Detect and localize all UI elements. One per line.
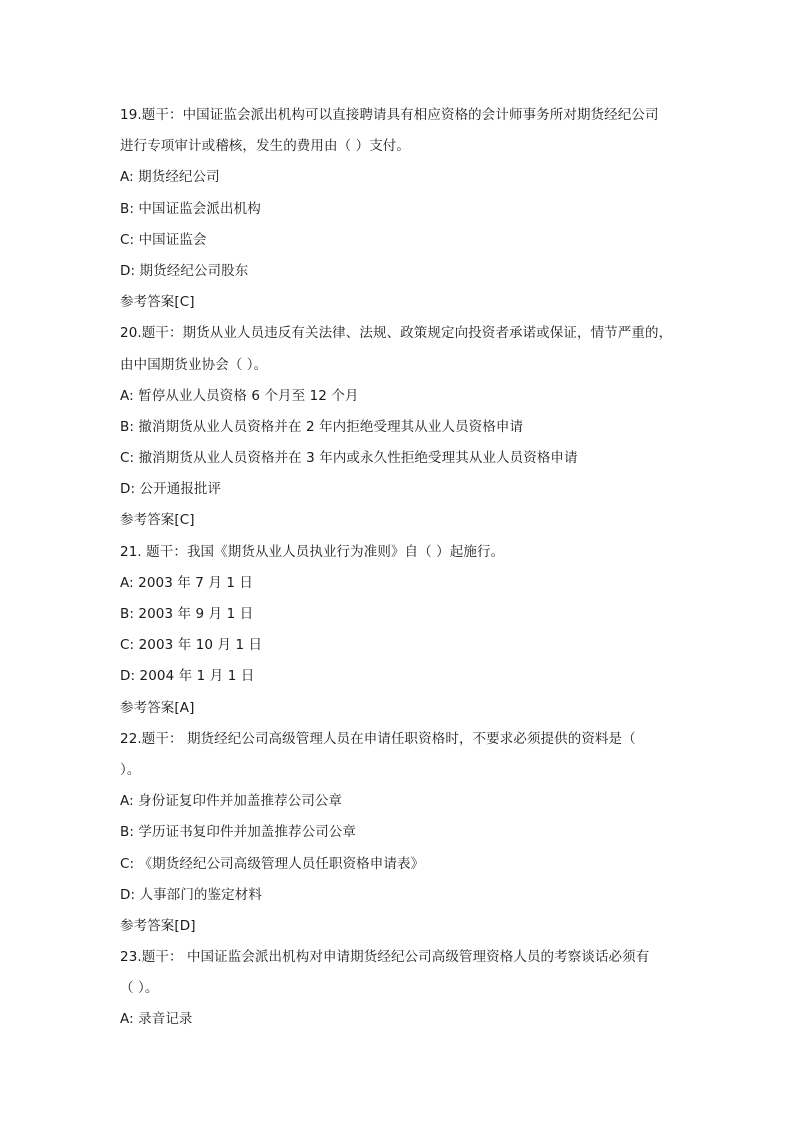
- question-stem: 由中国期货业协会（ ）。: [120, 356, 268, 373]
- question-stem: 19.题干：中国证监会派出机构可以直接聘请具有相应资格的会计师事务所对期货经纪公司: [120, 107, 659, 123]
- option-b: B: 学历证书复印件并加盖推荐公司公章: [120, 824, 357, 841]
- option-c: C: 中国证监会: [120, 231, 207, 248]
- question-stem: 22.题干： 期货经纪公司高级管理人员在申请任职资格时，不要求必须提供的资料是（: [120, 730, 636, 747]
- question-20: [120, 318, 690, 536]
- option-b: B: 撤消期货从业人员资格并在 2 年内拒绝受理其从业人员资格申请: [120, 418, 524, 435]
- option-d: D: 人事部门的鉴定材料: [120, 886, 262, 903]
- question-22: [120, 724, 690, 942]
- question-stem: 21. 题干：我国《期货从业人员执业行为准则》自（ ）起施行。: [120, 543, 505, 560]
- option-c: C: 《期货经纪公司高级管理人员任职资格申请表》: [120, 855, 425, 872]
- option-a: A: 身份证复印件并加盖推荐公司公章: [120, 793, 343, 810]
- question-19: [120, 100, 690, 318]
- option-d: D: 期货经纪公司股东: [120, 262, 249, 279]
- question-stem: 进行专项审计或稽核，发生的费用由（ ）支付。: [120, 138, 410, 155]
- reference-answer: 参考答案[C]: [120, 294, 195, 311]
- reference-answer: 参考答案[D]: [120, 917, 196, 934]
- question-list: [120, 100, 690, 1036]
- question-stem: 20.题干：期货从业人员违反有关法律、法规、政策规定向投资者承诺或保证，情节严重的，: [120, 325, 673, 342]
- option-b: B: 2003 年 9 月 1 日: [120, 606, 254, 622]
- question-21: [120, 537, 690, 724]
- option-a: A: 2003 年 7 月 1 日: [120, 574, 254, 591]
- option-d: D: 公开通报批评: [120, 481, 222, 498]
- option-c: C: 撤消期货从业人员资格并在 3 年内或永久性拒绝受理其从业人员资格申请: [120, 450, 578, 467]
- option-a: A: 录音记录: [120, 1011, 193, 1028]
- reference-answer: 参考答案[A]: [120, 699, 195, 716]
- question-stem: 23.题干： 中国证监会派出机构对申请期货经纪公司高级管理资格人员的考察谈话必须有: [120, 949, 650, 966]
- option-c: C: 2003 年 10 月 1 日: [120, 637, 263, 654]
- option-a: A: 暂停从业人员资格 6 个月至 12 个月: [120, 387, 359, 404]
- option-a: A: 期货经纪公司: [120, 169, 220, 186]
- option-d: D: 2004 年 1 月 1 日: [120, 668, 255, 685]
- question-stem: ）。: [120, 761, 141, 778]
- question-23: [120, 942, 690, 1036]
- option-b: B: 中国证监会派出机构: [120, 200, 261, 217]
- reference-answer: 参考答案[C]: [120, 512, 195, 529]
- question-stem: （ ）。: [120, 980, 159, 997]
